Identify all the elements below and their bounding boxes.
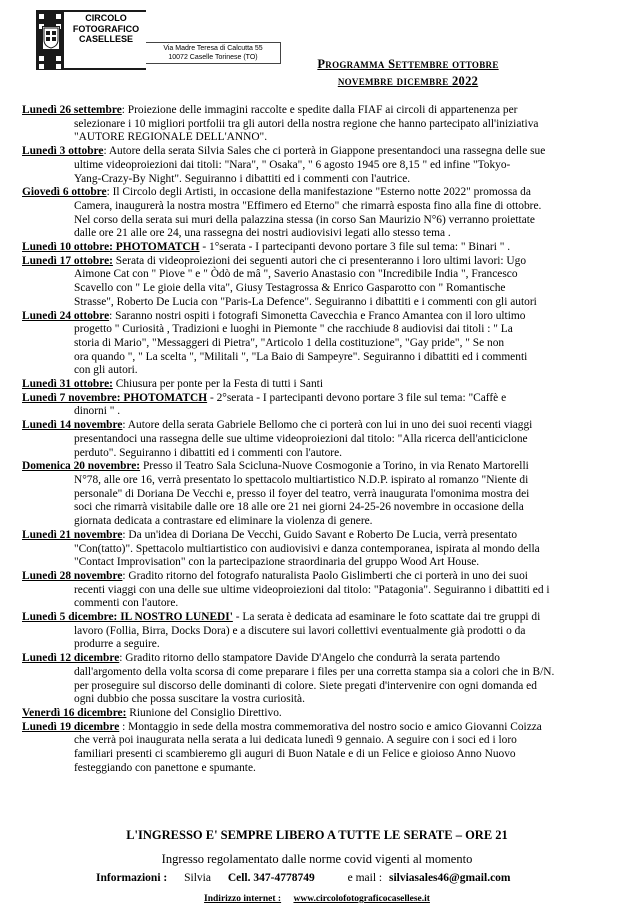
event-date: Lunedì 14 novembre	[22, 419, 123, 432]
event-text: lavoro (Follia, Birra, Docks Dora) e a discutere sui lavori collettivi eventualmente già prodotti o da	[74, 624, 526, 637]
events-list	[22, 104, 612, 775]
event-date: Domenica 20 novembre:	[22, 460, 141, 473]
event-item	[22, 721, 612, 776]
event-text: Riunione del Consiglio Direttivo.	[126, 706, 282, 719]
event-text: festeggiando con panettone e spumante.	[74, 761, 256, 774]
event-text: produrre a seguire.	[74, 638, 160, 651]
event-text: ogni dubbio che possa suscitare la vostra curiosità.	[74, 693, 305, 706]
event-text: progetto " Curiosità , Tradizioni e luoghi in Piemonte " che racchiude 8 audiovisi dai titoli : " La	[74, 323, 513, 336]
info-cell: Cell. 347-4778749	[227, 872, 315, 884]
event-item	[22, 652, 612, 707]
event-item	[22, 255, 612, 310]
event-text: dalle ore 21 alle ore 24, una rassegna dei nostri audiovisivi legati allo stesso tema .	[74, 227, 451, 240]
event-item	[22, 570, 612, 611]
event-item	[22, 186, 612, 241]
event-text: : Il Circolo degli Artisti, in occasione della manifestazione "Esterno notte 2022" promossa da	[106, 186, 531, 199]
event-text: Strasse", Roberto De Lucia con "Paris-La Defence". Seguiranno i dibattiti e i commenti con gli autori	[74, 295, 537, 308]
event-text: : Autore della serata Silvia Sales che ci porterà in Giappone presentandoci una rassegna delle sue	[103, 145, 546, 158]
free-entry-notice: L'INGRESSO E' SEMPRE LIBERO A TUTTE LE SERATE – ORE 21	[126, 828, 508, 842]
event-date: Lunedì 17 ottobre:	[22, 254, 113, 267]
event-text: - 2°serata - I partecipanti devono portare 3 file sul tema: "Caffè e	[207, 391, 507, 404]
event-text: con gli autori.	[74, 364, 138, 377]
event-text: - 1°serata - I partecipanti devono portare 3 file sul tema: " Binari " .	[199, 241, 511, 254]
logo-rule-top	[64, 10, 146, 12]
event-date: Lunedì 26 settembre	[22, 104, 122, 116]
event-text: : Gradito ritorno dello stampatore Davide D'Angelo che condurrà la serata partendo	[119, 652, 500, 665]
event-text: perduto". Seguiranno i dibattiti ed i commenti con l'autore.	[74, 446, 342, 459]
event-item	[22, 392, 612, 419]
event-text: Aimone Cat con " Piove " e " Òdò de mâ ", Saverio Anastasio con "Incredibile India ", Francesco	[74, 268, 518, 281]
event-text: Scavello con " Le gioie della vita", Giusy Testagrossa & Enrico Gasparotto con " Romantische	[74, 282, 506, 295]
info-email-label: e mail :	[347, 872, 383, 884]
event-text: storia di Mario", "Messaggeri di Pietra", "Articolo 1 della costituzione", "Gay pride", " Se non	[74, 336, 505, 349]
event-text: - La serata è dedicata ad esaminare le foto scattate dai tre gruppi di	[232, 611, 541, 624]
event-text: ora quando ", " La scelta ", "Militali ", "La Baio di Sampeyre". Seguiranno i dibattiti ed i commenti	[74, 350, 528, 363]
event-item	[22, 378, 612, 392]
event-text: : Montaggio in sede della mostra commemorativa del nostro socio e amico Giovanni Coizza	[119, 720, 542, 733]
event-text: recenti viaggi con una delle sue ultime videoproiezioni dal titolo: "Patagonia". Seguiranno i dibattiti ed i	[74, 583, 550, 596]
event-text: Camera, inaugurerà la nostra mostra "Effimero ed Eterno" che rimarrà esposta fino alla fine di ottobre.	[74, 199, 542, 212]
event-text: Presso il Teatro Sala Scicluna-Nuove Cosmogonie a Torino, in via Renato Martorelli	[140, 460, 529, 473]
event-text: selezionare i 10 migliori portfolii tra gli autori della nostra regione che hanno partecipato all'iniziativa	[74, 117, 539, 130]
event-date: Lunedì 24 ottobre	[22, 309, 110, 322]
website-info	[0, 894, 634, 904]
event-text: commenti con l'autore.	[74, 597, 179, 610]
event-text: : Gradito ritorno del fotografo naturalista Paolo Gislimberti che ci porterà in uno dei suoi	[122, 569, 528, 582]
event-text: N°78, alle ore 16, verrà presentato lo spettacolo multiartistico N.D.P. ispirato al romanzo "Niente di	[74, 473, 529, 486]
event-date: Lunedì 5 dicembre: IL NOSTRO LUNEDI'	[22, 611, 233, 624]
event-text: Chiusura per ponte per la Festa di tutti i Santi	[112, 378, 323, 391]
event-text: soci che rimarrà visitabile dalle ore 18 alle ore 21 nei giorni 24-25-26 novembre in occasione della	[74, 501, 524, 514]
event-text: ultime videoproiezioni dai titoli: "Nara", " Osaka", " 6 agosto 1945 ore 8,15 " ed infine "Tokyo-	[74, 158, 511, 171]
event-date: Lunedì 28 novembre	[22, 569, 123, 582]
event-date: Venerdì 16 dicembre:	[22, 706, 127, 719]
event-text: : Autore della serata Gabriele Bellomo che ci porterà con lui in uno dei suoi recenti viaggi	[122, 419, 533, 432]
event-text: familiari presenti ci scambieremo gli auguri di Buon Natale e di un Felice e gioioso Anno Nuovo	[74, 748, 516, 761]
event-date: Lunedì 10 ottobre: PHOTOMATCH	[22, 241, 200, 254]
event-text: presentandoci una rassegna delle sue ultime videoproiezioni dal titolo: "Alla ricerca dell'anticiclone	[74, 432, 528, 445]
event-text: Nel corso della serata sui muri della palazzina stessa (in corso San Maurizio N°6) verranno proiettate	[74, 213, 535, 226]
info-label: Informazioni :	[96, 872, 168, 884]
event-item	[22, 145, 612, 186]
info-name: Silvia	[184, 872, 211, 884]
event-text: : Proiezione delle immagini raccolte e spedite dalla FIAF ai circoli di appartenenza per	[121, 104, 518, 116]
event-text: dinorni " .	[74, 405, 121, 418]
event-date: Lunedì 31 ottobre:	[22, 378, 113, 391]
club-address: Via Madre Teresa di Calcutta 55 10072 Caselle Torinese (TO)	[146, 42, 281, 64]
event-item	[22, 310, 612, 379]
event-item	[22, 241, 612, 255]
site-url[interactable]: www.circolofotograficocasellese.it	[293, 894, 430, 904]
contact-info	[96, 872, 616, 884]
event-item	[22, 529, 612, 570]
event-text: dall'argomento della volta scorsa di come preparare i files per una corretta stampa sia a colori che in B/N.	[74, 665, 555, 678]
event-text: per proseguire sul discorso delle dominanti di colore. Siete pregati d'intervenire con ogni domanda ed	[74, 679, 537, 692]
programme-title: Programma Settembre ottobre novembre dicembre 2022	[317, 57, 499, 88]
event-text: personale" di Doriana De Vecchi e, presso il foyer del teatro, verrà inaugurata l'omonima mostra dei	[74, 487, 530, 500]
event-item	[22, 104, 612, 145]
event-date: Lunedì 3 ottobre	[22, 145, 104, 158]
event-item	[22, 707, 612, 721]
event-text: Serata di videoproiezioni dei seguenti autori che ci presenteranno i loro ultimi lavori: Ugo	[112, 254, 527, 267]
event-date: Giovedì 6 ottobre	[22, 186, 107, 199]
event-text: : Da un'idea di Doriana De Vecchi, Guido Savant e Roberto De Lucia, verrà presentato	[122, 528, 518, 541]
coat-of-arms-icon	[42, 26, 60, 50]
info-email[interactable]: silviasales46@gmail.com	[388, 872, 511, 884]
event-text: "Contact Improvisation" con la partecipazione straordinaria del gruppo Wood Art House.	[74, 556, 480, 569]
event-item	[22, 611, 612, 652]
event-text: Yang-Crazy-By Night". Seguiranno i dibattiti ed i commenti con l'autrice.	[74, 172, 411, 185]
event-item	[22, 460, 612, 529]
site-label: Indirizzo internet :	[204, 894, 282, 904]
event-date: Lunedì 7 novembre: PHOTOMATCH	[22, 391, 208, 404]
club-name: CIRCOLO FOTOGRAFICO CASELLESE	[72, 13, 140, 44]
event-text: "AUTORE REGIONALE DELL'ANNO".	[74, 131, 268, 144]
event-text: : Saranno nostri ospiti i fotografi Simonetta Cavecchia e Franco Amantea con il loro ultimo	[109, 309, 526, 322]
event-date: Lunedì 12 dicembre	[22, 652, 120, 665]
covid-notice: Ingresso regolamentato dalle norme covid vigenti al momento	[161, 852, 473, 866]
event-text: giornata dedicata a contrastare ed eliminare la violenza di genere.	[74, 515, 373, 528]
event-text: "Con(tatto)". Spettacolo multiartistico con audiovisivi e danza contemporanea, ispirata al mondo della	[74, 542, 540, 555]
event-item	[22, 419, 612, 460]
event-text: che verrà poi inaugurata nella serata a lui dedicata lunedì 9 gennaio. A seguire con i soci ed i loro	[74, 734, 517, 747]
event-date: Lunedì 21 novembre	[22, 528, 123, 541]
event-date: Lunedì 19 dicembre	[22, 720, 120, 733]
logo-rule-bottom	[64, 68, 146, 70]
